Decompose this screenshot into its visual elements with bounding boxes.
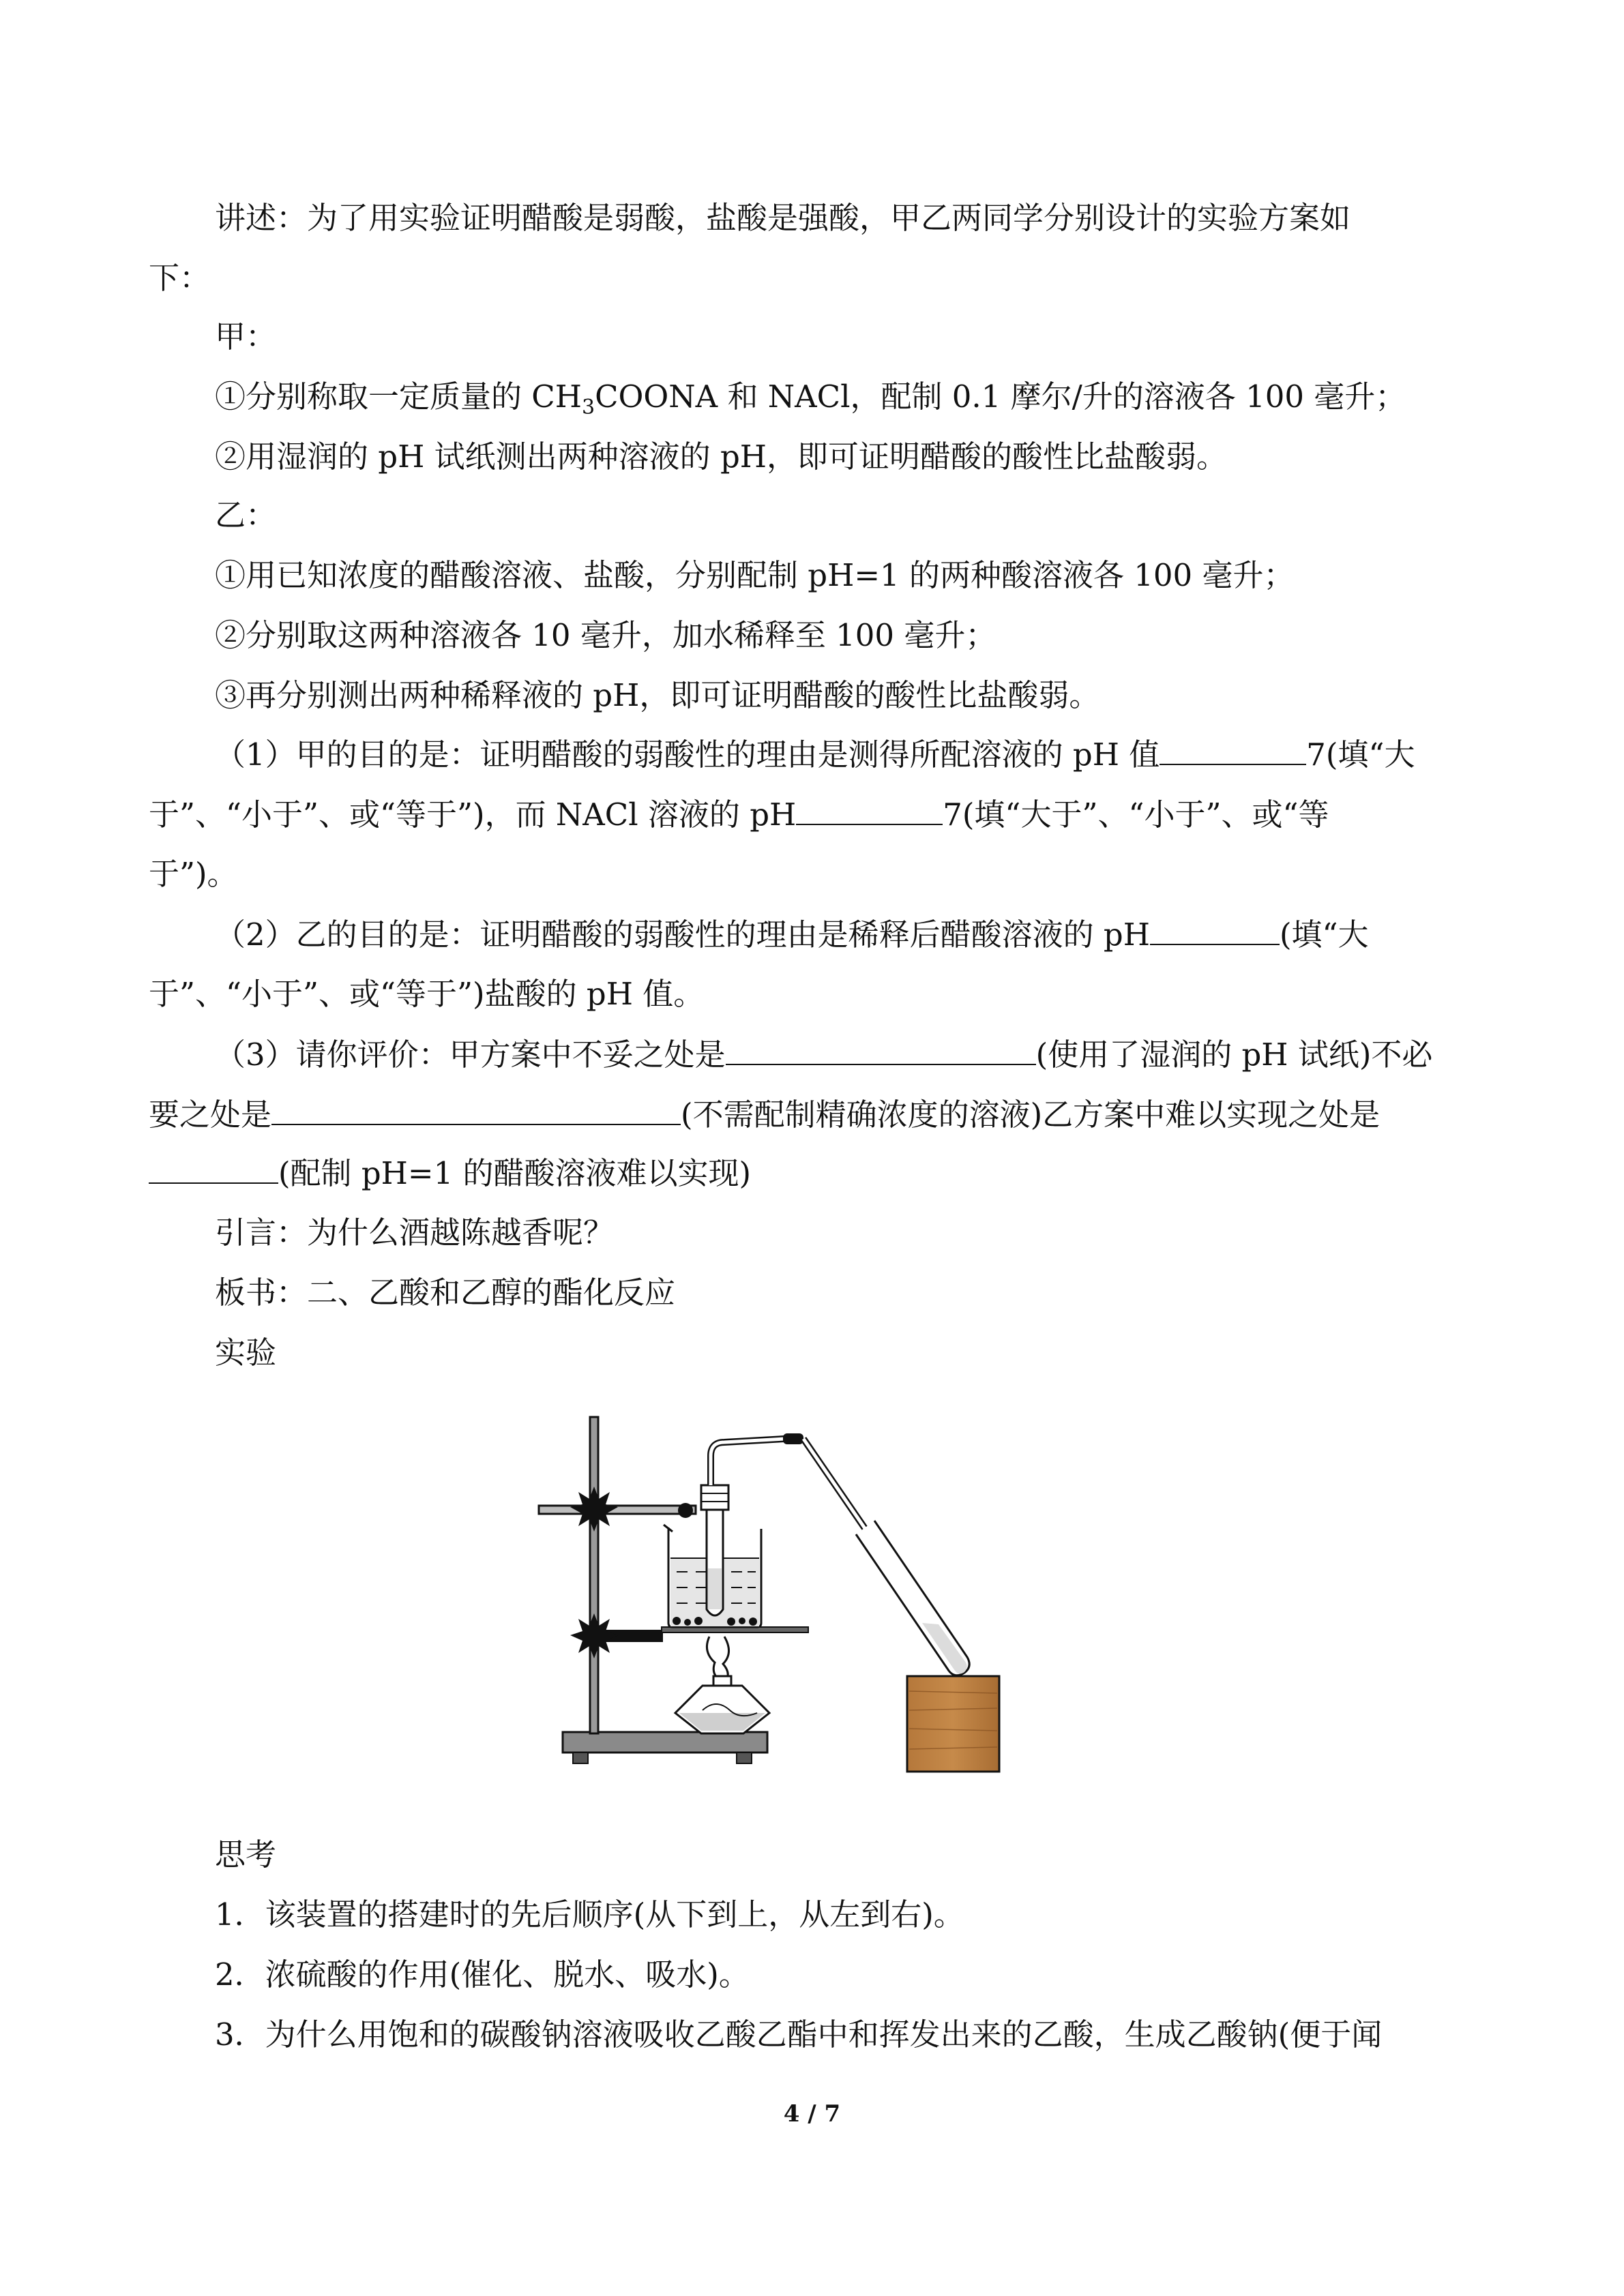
question-3-line1 [215, 1034, 1624, 1075]
question-3-text-a: （3）请你评价：甲方案中不妥之处是 [215, 1037, 726, 1073]
question-1-line2 [149, 794, 1624, 835]
question-3-text-c: 要之处是 [149, 1097, 272, 1133]
paragraph-intro-line1: 讲述：为了用实验证明醋酸是弱酸，盐酸是强酸，甲乙两同学分别设计的实验方案如 [215, 200, 1351, 236]
plan-jia-step2: ②用湿润的 pH 试纸测出两种溶液的 pH，即可证明醋酸的酸性比盐酸弱。 [215, 438, 1228, 475]
question-1-text-c: 于”、“小于”、或“等于”)，而 NACl 溶液的 pH [149, 796, 797, 833]
question-2-line1 [215, 914, 1624, 955]
answer-blank-5[interactable] [271, 1094, 681, 1125]
question-1-text-d: 7(填“大于”、“小于”、或“等 [943, 796, 1329, 833]
question-1-text-a: （1）甲的目的是：证明醋酸的弱酸性的理由是测得所配溶液的 pH 值 [215, 736, 1160, 773]
think-heading: 思考 [215, 1836, 277, 1873]
plan-jia-step1 [215, 376, 1624, 417]
answer-blank-6[interactable] [149, 1152, 278, 1184]
plan-yi-step3: ③再分别测出两种稀释液的 pH，即可证明醋酸的酸性比盐酸弱。 [215, 677, 1100, 713]
question-3-text-d: (不需配制精确浓度的溶液)乙方案中难以实现之处是 [681, 1097, 1381, 1133]
answer-blank-3[interactable] [1150, 914, 1280, 945]
plan-yi-step1: ①用已知浓度的醋酸溶液、盐酸，分别配制 pH=1 的两种酸溶液各 100 毫升； [215, 557, 1295, 593]
question-1-line1 [215, 734, 1624, 775]
experiment-label: 实验 [215, 1335, 277, 1371]
plan-yi-heading: 乙： [215, 497, 277, 533]
think-item-3: 3．为什么用饱和的碳酸钠溶液吸收乙酸乙酯中和挥发出来的乙酸，生成乙酸钠(便于闻 [215, 2016, 1383, 2053]
intro-question: 引言：为什么酒越陈越香呢？ [215, 1214, 615, 1251]
question-1-line3: 于”)。 [149, 856, 238, 892]
plan-jia-step1-post: COONA 和 NACl，配制 0.1 摩尔/升的溶液各 100 毫升； [595, 378, 1406, 415]
plan-yi-step2: ②分别取这两种溶液各 10 毫升，加水稀释至 100 毫升； [215, 617, 996, 653]
question-3-text-e: (配制 pH=1 的醋酸溶液难以实现) [278, 1155, 752, 1191]
answer-blank-4[interactable] [726, 1034, 1036, 1065]
board-heading: 板书：二、乙酸和乙醇的酯化反应 [215, 1274, 676, 1311]
answer-blank-2[interactable] [796, 794, 943, 825]
question-2-text-a: （2）乙的目的是：证明醋酸的弱酸性的理由是稀释后醋酸溶液的 pH [215, 916, 1150, 953]
question-2-line2: 于”、“小于”、或“等于”)盐酸的 pH 值。 [149, 976, 705, 1012]
question-3-line3 [149, 1152, 1624, 1194]
plan-jia-step1-pre: ①分别称取一定质量的 CH [215, 378, 582, 415]
esterification-apparatus-figure [532, 1405, 1030, 1787]
question-2-text-b: (填“大 [1280, 916, 1369, 953]
subscript-3: 3 [581, 396, 595, 419]
question-3-line2 [149, 1094, 1624, 1135]
paragraph-intro-line2: 下： [149, 260, 211, 296]
question-3-text-b: (使用了湿润的 pH 试纸)不必 [1035, 1037, 1433, 1073]
think-item-2: 2．浓硫酸的作用(催化、脱水、吸水)。 [215, 1956, 750, 1993]
question-1-text-b: 7(填“大 [1306, 736, 1415, 773]
page-number: 4 / 7 [783, 2100, 841, 2128]
think-item-1: 1．该装置的搭建时的先后顺序(从下到上，从左到右)。 [215, 1896, 964, 1933]
answer-blank-1[interactable] [1160, 734, 1306, 765]
plan-jia-heading: 甲： [215, 318, 277, 355]
